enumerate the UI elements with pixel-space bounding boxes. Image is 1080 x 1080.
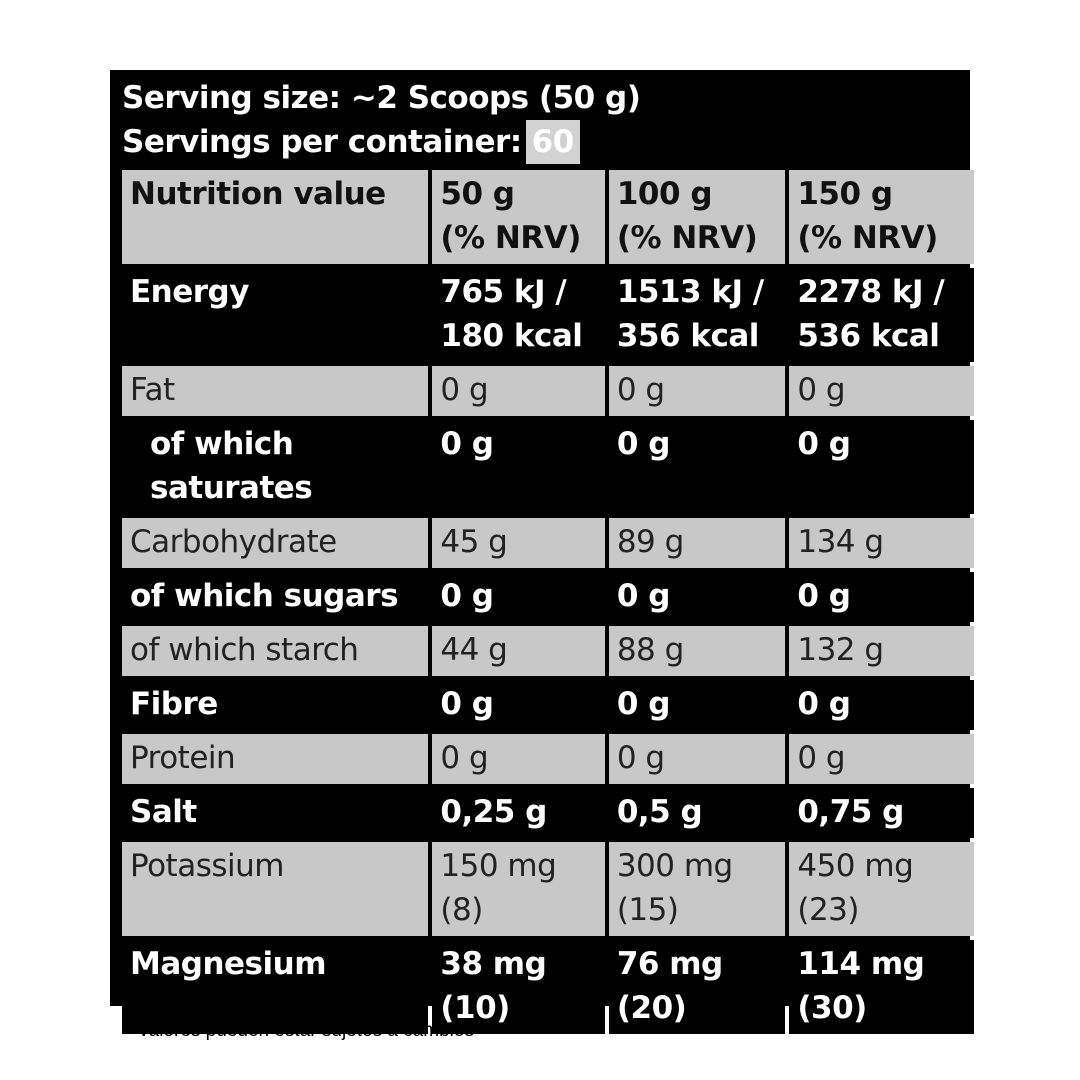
- nutrient-name-cell: [122, 572, 428, 622]
- nutrition-table-body: [122, 170, 974, 1034]
- nutrient-value: 300 mg: [616, 848, 733, 884]
- table-row: [122, 734, 974, 784]
- nutrient-value: 0 g: [797, 372, 846, 408]
- nutrient-value: 76 mg: [616, 946, 723, 982]
- nutrient-value: 0,75 g: [797, 794, 904, 830]
- nutrient-value: 88 g: [616, 632, 684, 668]
- nutrient-name-cell: [122, 788, 428, 838]
- nutrient-value: 450 mg: [797, 848, 914, 884]
- nutrient-value-cell: [609, 940, 786, 1034]
- nutrient-label: of which: [150, 426, 294, 462]
- table-row: [122, 420, 974, 514]
- nutrient-value: 0 g: [616, 578, 670, 614]
- nutrient-value-cell: [432, 788, 604, 838]
- nutrient-value-cell: [609, 842, 786, 936]
- nutrient-value: 50 g: [440, 176, 515, 212]
- nutrient-value: 1513 kJ /: [616, 274, 764, 310]
- nutrient-value-cell: [609, 626, 786, 676]
- nutrient-value-cell: [609, 680, 786, 730]
- nutrient-value-cell: [789, 788, 974, 838]
- table-header-row: [122, 170, 974, 264]
- nutrient-label: Magnesium: [130, 946, 327, 982]
- nutrient-value: 132 g: [797, 632, 884, 668]
- serving-size: Serving size: ~2 Scoops (50 g): [122, 80, 641, 116]
- nutrient-value: 150 g: [797, 176, 893, 212]
- nutrient-value: 0 g: [440, 426, 494, 462]
- nutrient-value-cell: [609, 734, 786, 784]
- nutrient-value: 0 g: [440, 578, 494, 614]
- nutrient-value-cell: [609, 420, 786, 514]
- servings-per-container-value: 60: [531, 124, 574, 160]
- nutrient-label: Energy: [130, 274, 249, 310]
- nutrient-value-cell: [789, 420, 974, 514]
- nutrition-panel: [110, 70, 970, 1026]
- nutrient-value: (10): [440, 990, 510, 1026]
- nutrient-value-cell: [432, 734, 604, 784]
- nutrient-value: 0 g: [440, 740, 489, 776]
- nutrient-value: 0 g: [616, 372, 665, 408]
- servings-per-container-label: Servings per container:: [122, 124, 522, 160]
- nutrient-name-cell: [122, 626, 428, 676]
- nutrient-value-cell: [789, 842, 974, 936]
- nutrient-label: Fat: [130, 372, 175, 408]
- nutrient-value: 536 kcal: [797, 318, 940, 354]
- nutrient-label: Nutrition value: [130, 176, 386, 212]
- nutrient-value: 2278 kJ /: [797, 274, 945, 310]
- nutrient-label: saturates: [150, 470, 313, 506]
- nutrient-value: (23): [797, 892, 859, 928]
- nutrient-value-cell: [432, 268, 604, 362]
- table-row: [122, 518, 974, 568]
- table-row: [122, 788, 974, 838]
- nutrient-value-cell: [789, 518, 974, 568]
- nutrient-value-cell: [789, 626, 974, 676]
- servings-per-container-value-box: [526, 120, 580, 164]
- nutrient-name-cell: [122, 842, 428, 936]
- nutrient-label: of which starch: [130, 632, 359, 668]
- nutrient-label: Fibre: [130, 686, 218, 722]
- nutrient-value-cell: [609, 366, 786, 416]
- nutrient-value-cell: [432, 420, 604, 514]
- table-row: [122, 626, 974, 676]
- nutrient-name-cell: [122, 268, 428, 362]
- table-row: [122, 572, 974, 622]
- nutrient-value-cell: [432, 366, 604, 416]
- nutrient-value-cell: [609, 518, 786, 568]
- nutrient-value: 134 g: [797, 524, 884, 560]
- footnote: *Valores pueden estar sujetos a cambios: [130, 1020, 474, 1041]
- nutrient-value-cell: [609, 268, 786, 362]
- nutrient-value-cell: [789, 268, 974, 362]
- nutrient-value: 150 mg: [440, 848, 557, 884]
- nutrient-name-cell: [122, 420, 428, 514]
- nutrient-value-cell: [609, 572, 786, 622]
- nutrient-value-cell: [432, 572, 604, 622]
- nutrient-value-cell: [789, 734, 974, 784]
- nutrient-value: 180 kcal: [440, 318, 583, 354]
- nutrient-value: 0 g: [440, 372, 489, 408]
- nutrient-label: of which sugars: [130, 578, 399, 614]
- nutrient-value: 765 kJ /: [440, 274, 567, 310]
- nutrient-label: Potassium: [130, 848, 284, 884]
- table-row: [122, 842, 974, 936]
- nutrient-value: (20): [616, 990, 687, 1026]
- nutrient-value: (% NRV): [616, 220, 758, 256]
- table-row: [122, 268, 974, 362]
- nutrient-value: 100 g: [616, 176, 713, 212]
- nutrient-value-cell: [432, 680, 604, 730]
- nutrient-value: 0 g: [797, 578, 851, 614]
- nutrient-value: 0 g: [797, 740, 846, 776]
- nutrient-value: 0 g: [616, 686, 670, 722]
- nutrient-value: 356 kcal: [616, 318, 759, 354]
- nutrient-value-cell: [609, 170, 786, 264]
- table-row: [122, 366, 974, 416]
- nutrient-value: 0,25 g: [440, 794, 547, 830]
- nutrient-value: (15): [616, 892, 679, 928]
- nutrient-value: (% NRV): [797, 220, 938, 256]
- nutrient-value: (% NRV): [440, 220, 581, 256]
- nutrient-value: 0 g: [440, 686, 494, 722]
- nutrient-name-cell: [122, 518, 428, 568]
- nutrient-value: 89 g: [616, 524, 684, 560]
- nutrient-value: 114 mg: [797, 946, 925, 982]
- nutrient-value: (30): [797, 990, 867, 1026]
- nutrient-label: Salt: [130, 794, 197, 830]
- table-row: [122, 680, 974, 730]
- nutrient-value-cell: [789, 940, 974, 1034]
- nutrient-label: Carbohydrate: [130, 524, 337, 560]
- nutrient-value-cell: [432, 842, 604, 936]
- nutrient-name-cell: [122, 680, 428, 730]
- nutrient-value: 0,5 g: [616, 794, 703, 830]
- nutrient-value: 0 g: [797, 426, 851, 462]
- servings-per-container: [122, 120, 966, 164]
- nutrient-name-cell: [122, 366, 428, 416]
- nutrient-name-cell: [122, 170, 428, 264]
- nutrient-value: (8): [440, 892, 483, 928]
- nutrient-label: Protein: [130, 740, 236, 776]
- nutrient-value: 0 g: [616, 426, 670, 462]
- nutrient-value: 0 g: [616, 740, 665, 776]
- nutrient-value-cell: [789, 366, 974, 416]
- nutrition-table: [118, 166, 978, 1038]
- nutrient-value: 0 g: [797, 686, 851, 722]
- nutrient-name-cell: [122, 734, 428, 784]
- nutrient-value-cell: [432, 518, 604, 568]
- nutrient-value-cell: [789, 170, 974, 264]
- nutrient-value-cell: [609, 788, 786, 838]
- nutrient-value-cell: [432, 626, 604, 676]
- nutrient-value-cell: [432, 170, 604, 264]
- nutrient-value-cell: [789, 572, 974, 622]
- nutrient-value: 38 mg: [440, 946, 547, 982]
- nutrient-value: 45 g: [440, 524, 508, 560]
- nutrient-value-cell: [789, 680, 974, 730]
- nutrient-value: 44 g: [440, 632, 508, 668]
